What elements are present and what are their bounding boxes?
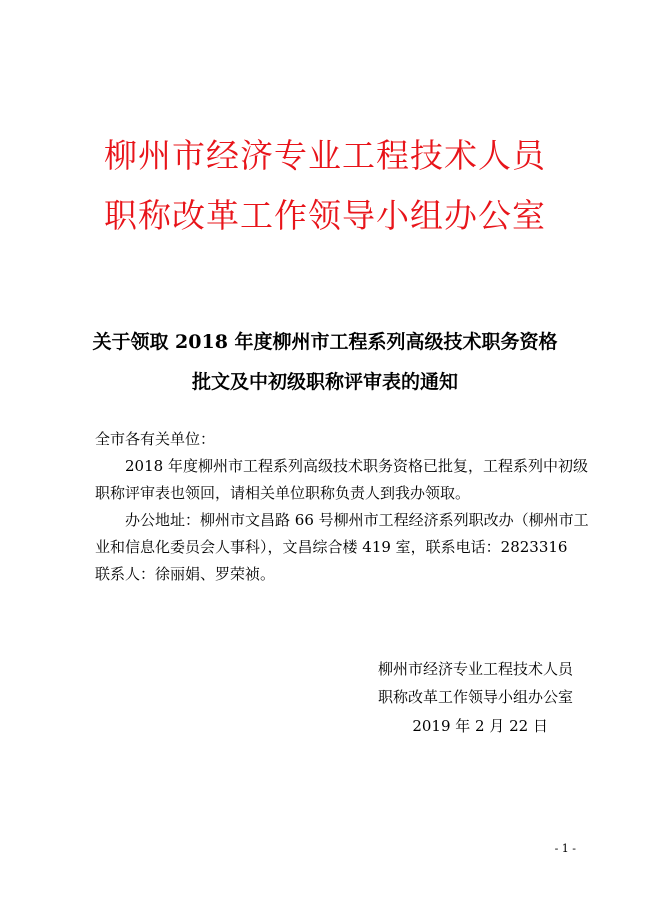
body-paragraph-2: 办公地址：柳州市文昌路 66 号柳州市工程经济系列职改办（柳州市工业和信息化委员会人事科），文昌综合楼 419 室，联系电话：2823316 联系人：徐丽娟、罗荣祯。 — [95, 511, 598, 583]
issuing-office-header-line-2: 职称改革工作领导小组办公室 — [104, 196, 546, 235]
signature-office-line-1: 柳州市经济专业工程技术人员 — [377, 660, 573, 678]
signature-date: 2019 年 2 月 22 日 — [412, 717, 548, 735]
issuing-office-header-line-1: 柳州市经济专业工程技术人员 — [104, 136, 546, 175]
page-number-footer — [0, 842, 650, 856]
signature-office-line-2: 职称改革工作领导小组办公室 — [377, 688, 573, 706]
notice-title-line-1: 关于领取 2018 年度柳州市工程系列高级技术职务资格 — [92, 331, 558, 353]
page-number: - 1 - — [554, 842, 576, 855]
salutation: 全市各有关单位： — [95, 430, 216, 448]
notice-title-line-2: 批文及中初级职称评审表的通知 — [191, 371, 458, 393]
body-paragraph-1: 2018 年度柳州市工程系列高级技术职务资格已批复，工程系列中初级职称评审表也领回，请相关单位职称负责人到我办领取。 — [95, 457, 588, 502]
